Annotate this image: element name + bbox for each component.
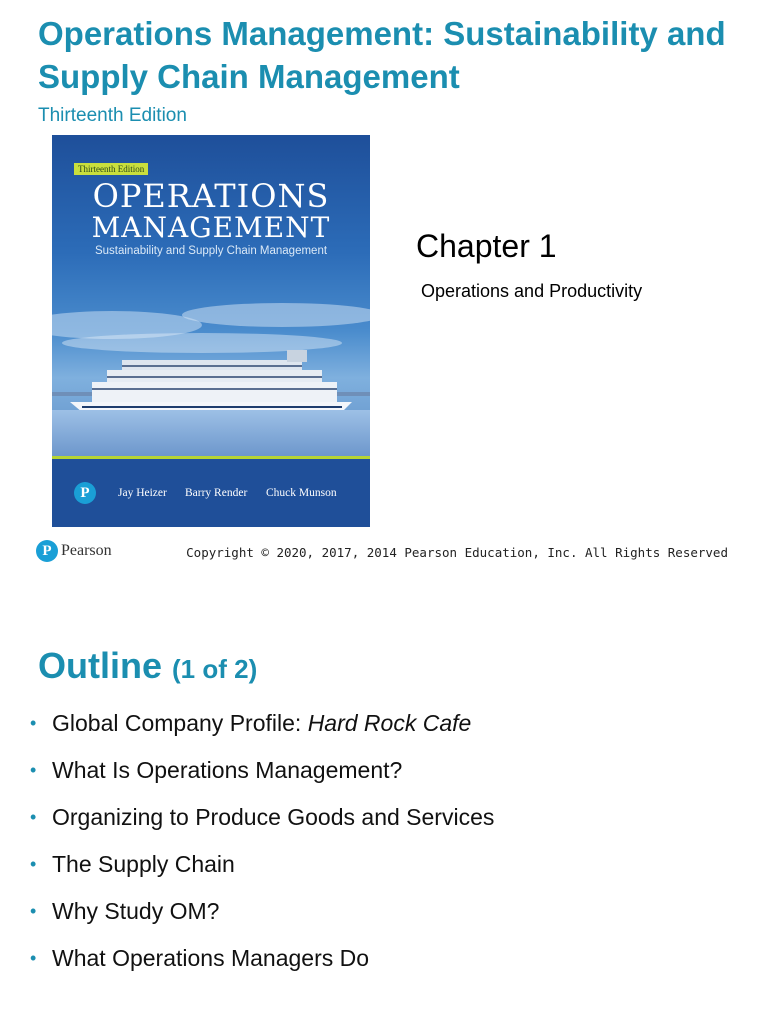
pearson-wordmark: Pearson [61,542,112,559]
cover-subtitle: Sustainability and Supply Chain Management [94,245,328,257]
outline-title [38,645,257,687]
bullet-icon: • [30,854,37,874]
chapter-title: Operations and Productivity [421,281,643,301]
list-item: • What Is Operations Management? [30,752,494,799]
cruise-ship-illustration [52,340,370,420]
bullet-icon: • [30,760,37,780]
bullet-icon: • [30,948,37,968]
copyright-notice: Copyright © 2020, 2017, 2014 Pearson Education, Inc. All Rights Reserved [186,545,728,560]
list-item: • What Operations Managers Do [30,940,494,987]
outline-slide [0,590,768,1024]
pearson-logo [36,540,112,562]
book-title: Operations Management: Sustainability and Supply Chain Management [38,15,726,95]
cover-edition-tag: Thirteenth Edition [74,163,148,175]
cover-title-line2: MANAGEMENT [91,211,331,244]
bullet-icon: • [30,807,37,827]
list-item: • The Supply Chain [30,846,494,893]
pearson-logo-icon: P [36,540,58,562]
cover-author: Chuck Munson [266,487,337,499]
cover-title-line1: OPERATIONS [92,177,330,215]
outline-page-indicator: (1 of 2) [172,654,258,684]
edition-label: Thirteenth Edition [38,105,187,126]
list-item: • Global Company Profile: Hard Rock Cafe [30,705,494,752]
cover-author: Jay Heizer [118,487,167,499]
cover-water [52,410,370,456]
outline-title-text: Outline [38,645,162,686]
list-item: • Organizing to Produce Goods and Services [30,799,494,846]
book-cover-image [52,135,370,527]
cover-pearson-logo-icon: P [74,482,96,504]
bullet-icon: • [30,901,37,921]
outline-list [30,705,494,987]
bullet-icon: • [30,713,37,733]
chapter-number: Chapter 1 [416,228,557,264]
list-item: • Why Study OM? [30,893,494,940]
cover-author: Barry Render [185,487,248,499]
